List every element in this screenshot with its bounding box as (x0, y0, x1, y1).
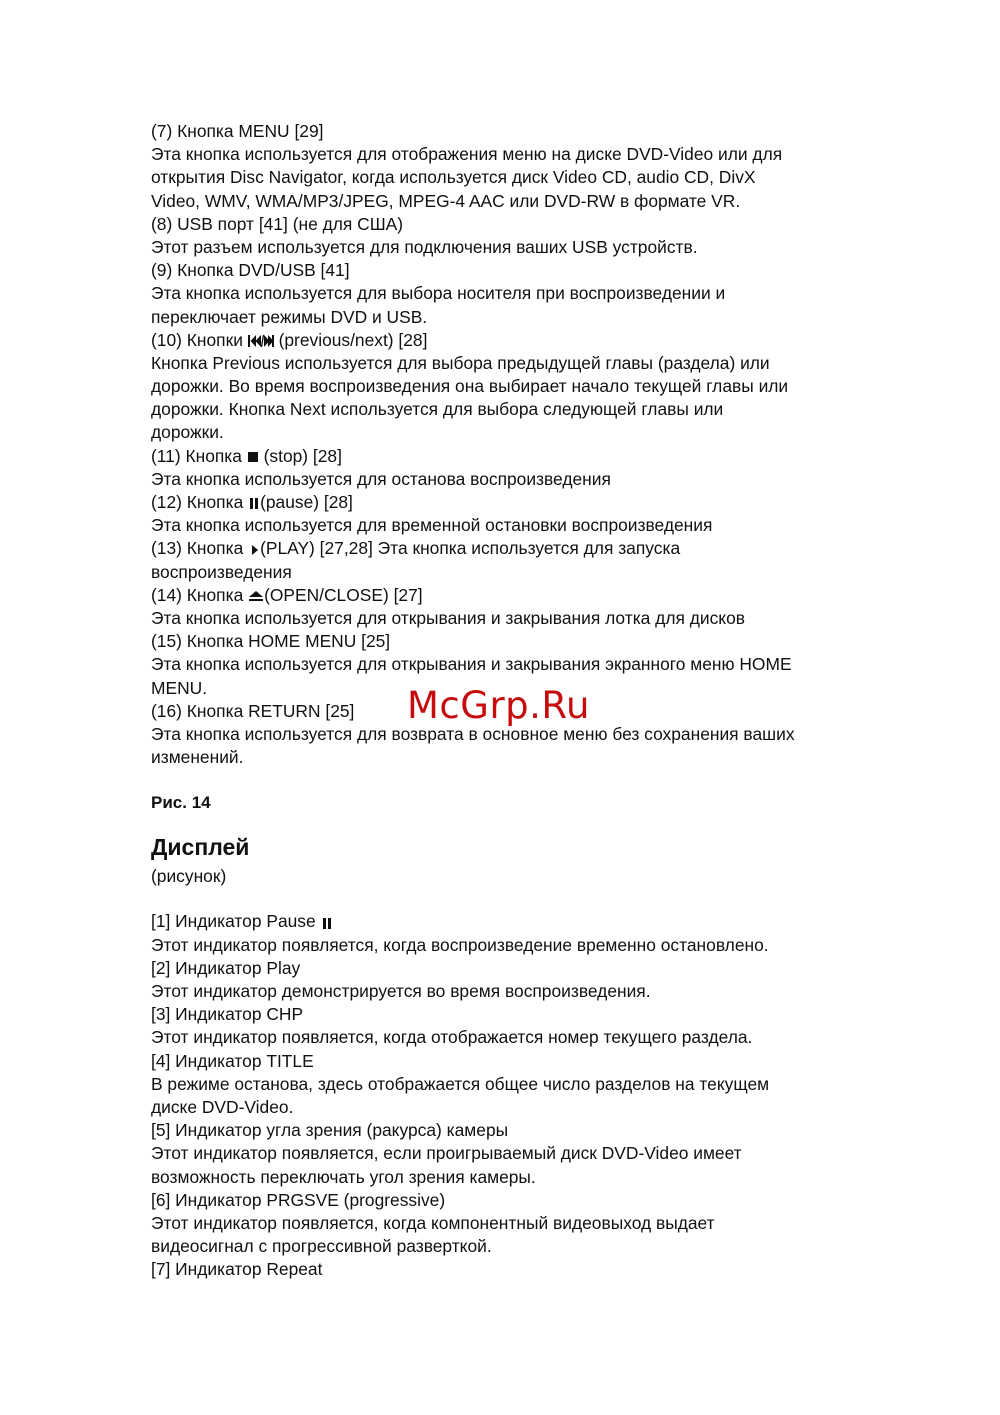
text-line: [4] Индикатор TITLE (151, 1050, 314, 1071)
text-line: Этот разъем используется для подключения ваших USB устройств. (151, 236, 698, 257)
text-line: [7] Индикатор Repeat (151, 1259, 323, 1280)
text-line: (16) Кнопка RETURN [25] (151, 700, 355, 721)
text-line: [2] Индикатор Play (151, 957, 301, 978)
text-line: воспроизведения (151, 561, 292, 582)
text-line: Эта кнопка используется для возврата в основное меню без сохранения ваших (151, 723, 795, 744)
section-buttons (151, 120, 871, 769)
text-line: возможность переключать угол зрения камеры. (151, 1166, 536, 1187)
text-line: [5] Индикатор угла зрения (ракурса) камеры (151, 1120, 509, 1141)
text-line: диске DVD-Video. (151, 1096, 294, 1117)
page-title: Дисплей (151, 834, 250, 861)
pause-icon (248, 496, 260, 510)
text-line: Эта кнопка используется для открывания и закрывания экранного меню HOME (151, 654, 792, 675)
text-line: Эта кнопка используется для выбора носителя при воспроизведении и (151, 283, 726, 304)
text-line: дорожки. Во время воспроизведения она выбирает начало текущей главы или (151, 376, 789, 397)
text-line: (8) USB порт [41] (не для США) (151, 213, 404, 234)
item-11-line (151, 445, 871, 468)
text-line: Эта кнопка используется для открывания и закрывания лотка для дисков (151, 607, 745, 628)
item-14-line (151, 584, 871, 607)
text-line: [3] Индикатор CHP (151, 1004, 304, 1025)
text-line: Эта кнопка используется для останова воспроизведения (151, 468, 611, 489)
item-12-suffix: (pause) [28] (260, 492, 353, 512)
text-line: (9) Кнопка DVD/USB [41] (151, 260, 350, 281)
item-11-prefix: (11) Кнопка (151, 445, 247, 466)
figure-label: Рис. 14 (151, 793, 211, 813)
item-10-line (151, 329, 871, 352)
text-line: открытия Disc Navigator, когда используется диск Video CD, audio CD, DivX (151, 167, 756, 188)
watermark: McGrp.Ru (407, 684, 590, 727)
item-12-prefix: (12) Кнопка (151, 492, 249, 512)
item-14-suffix: (OPEN/CLOSE) [27] (264, 584, 423, 605)
text-line: Этот индикатор появляется, если проигрываемый диск DVD-Video имеет (151, 1143, 742, 1164)
item-10-prefix: (10) Кнопки (151, 329, 248, 350)
item-14-prefix: (14) Кнопка (151, 584, 249, 605)
previous-next-icon (248, 334, 274, 348)
text-line: В режиме останова, здесь отображается общее число разделов на текущем (151, 1073, 770, 1094)
text-line: Этот индикатор появляется, когда отображается номер текущего раздела. (151, 1027, 753, 1048)
text-line: видеосигнал с прогрессивной разверткой. (151, 1236, 492, 1257)
text-line: дорожки. (151, 422, 224, 443)
text-line: MENU. (151, 677, 208, 698)
text-line: Эта кнопка используется для временной остановки воспроизведения (151, 515, 713, 536)
text-line: (15) Кнопка HOME MENU [25] (151, 631, 391, 652)
item-11-suffix: (stop) [28] (258, 445, 342, 466)
stop-icon (247, 450, 259, 464)
item-1-label: [1] Индикатор Pause (151, 911, 321, 932)
figure-placeholder: (рисунок) (151, 866, 227, 887)
item-13-prefix: (13) Кнопка (151, 538, 249, 559)
item-13-suffix: (PLAY) [27,28] Эта кнопка используется для запуска (260, 538, 681, 559)
item-1-line (151, 910, 871, 933)
eject-icon (248, 589, 264, 603)
play-icon (248, 543, 260, 557)
item-12-line (151, 491, 871, 514)
text-line: Этот индикатор появляется, когда воспроизведение временно остановлено. (151, 934, 769, 955)
item-10-suffix: (previous/next) [28] (273, 329, 428, 350)
text-line: изменений. (151, 747, 244, 768)
text-line: (7) Кнопка MENU [29] (151, 121, 324, 141)
section-display-indicators (151, 910, 871, 1281)
text-line: переключает режимы DVD и USB. (151, 306, 428, 327)
text-line: [6] Индикатор PRGSVE (progressive) (151, 1189, 446, 1210)
text-line: дорожки. Кнопка Next используется для выбора следующей главы или (151, 399, 724, 420)
text-line: Кнопка Previous используется для выбора предыдущей главы (раздела) или (151, 352, 770, 373)
text-line: Эта кнопка используется для отображения меню на диске DVD-Video или для (151, 144, 783, 165)
text-line: Этот индикатор появляется, когда компонентный видеовыход выдает (151, 1212, 715, 1233)
text-line: Video, WMV, WMA/MP3/JPEG, MPEG-4 AAC или DVD-RW в формате VR. (151, 190, 741, 211)
pause-indicator-icon (321, 916, 333, 930)
text-line: Этот индикатор демонстрируется во время воспроизведения. (151, 981, 651, 1002)
item-13-line (151, 537, 871, 560)
